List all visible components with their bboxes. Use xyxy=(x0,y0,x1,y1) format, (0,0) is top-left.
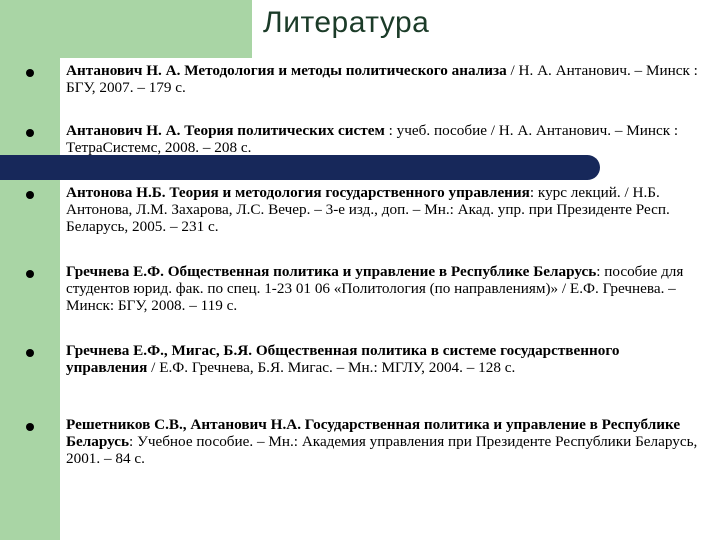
reference-bold: Гречнева Е.Ф., Мигас, Б.Я. Общественная политика в системе государственного управления xyxy=(66,342,620,376)
page-title: Литература xyxy=(263,6,430,39)
reference-item xyxy=(66,62,698,96)
reference-item xyxy=(66,184,698,235)
bullet-icon xyxy=(26,129,34,137)
reference-bold: Гречнева Е.Ф. Общественная политика и управление в Республике Беларусь xyxy=(66,263,597,280)
reference-bold: Антанович Н. А. Теория политических систем xyxy=(66,122,385,139)
bullet-icon xyxy=(26,349,34,357)
reference-rest: : учеб. пособие / Н. А. Антанович. – Минск : ТетраСистемс, 2008. – 208 с. xyxy=(66,122,679,156)
reference-rest: : пособие для студентов юрид. фак. по спец. 1-23 01 06 «Политология (по направлениям)» / Е.Ф. Гречнева. – Минск: БГУ, 2008. – 119 с. xyxy=(66,263,684,314)
reference-rest: / Е.Ф. Гречнева, Б.Я. Мигас. – Мн.: МГЛУ, 2004. – 128 с. xyxy=(147,359,516,376)
reference-bold: Антанович Н. А. Методология и методы политического анализа xyxy=(66,62,507,79)
reference-bold: Антонова Н.Б. Теория и методология государственного управления xyxy=(66,184,530,201)
bullet-icon xyxy=(26,191,34,199)
reference-rest: : Учебное пособие. – Мн.: Академия управления при Президенте Республики Беларусь, 2001. – 84 с. xyxy=(66,433,698,467)
reference-item xyxy=(66,263,698,314)
reference-item xyxy=(66,342,698,376)
reference-rest: : курс лекций. / Н.Б. Антонова, Л.М. Захарова, Л.С. Вечер. – 3-е изд., доп. – Мн.: Акад. упр. при Президенте Респ. Беларусь, 2005. – 231 с. xyxy=(66,184,670,235)
reference-bold: Решетников С.В., Антанович Н.А. Государственная политика и управление в Республике Беларусь xyxy=(66,416,681,450)
bullet-icon xyxy=(26,69,34,77)
reference-item xyxy=(66,416,698,467)
reference-item xyxy=(66,122,698,156)
reference-rest: / Н. А. Антанович. – Минск : БГУ, 2007. – 179 с. xyxy=(66,62,698,96)
bullet-icon xyxy=(26,270,34,278)
bullet-icon xyxy=(26,423,34,431)
